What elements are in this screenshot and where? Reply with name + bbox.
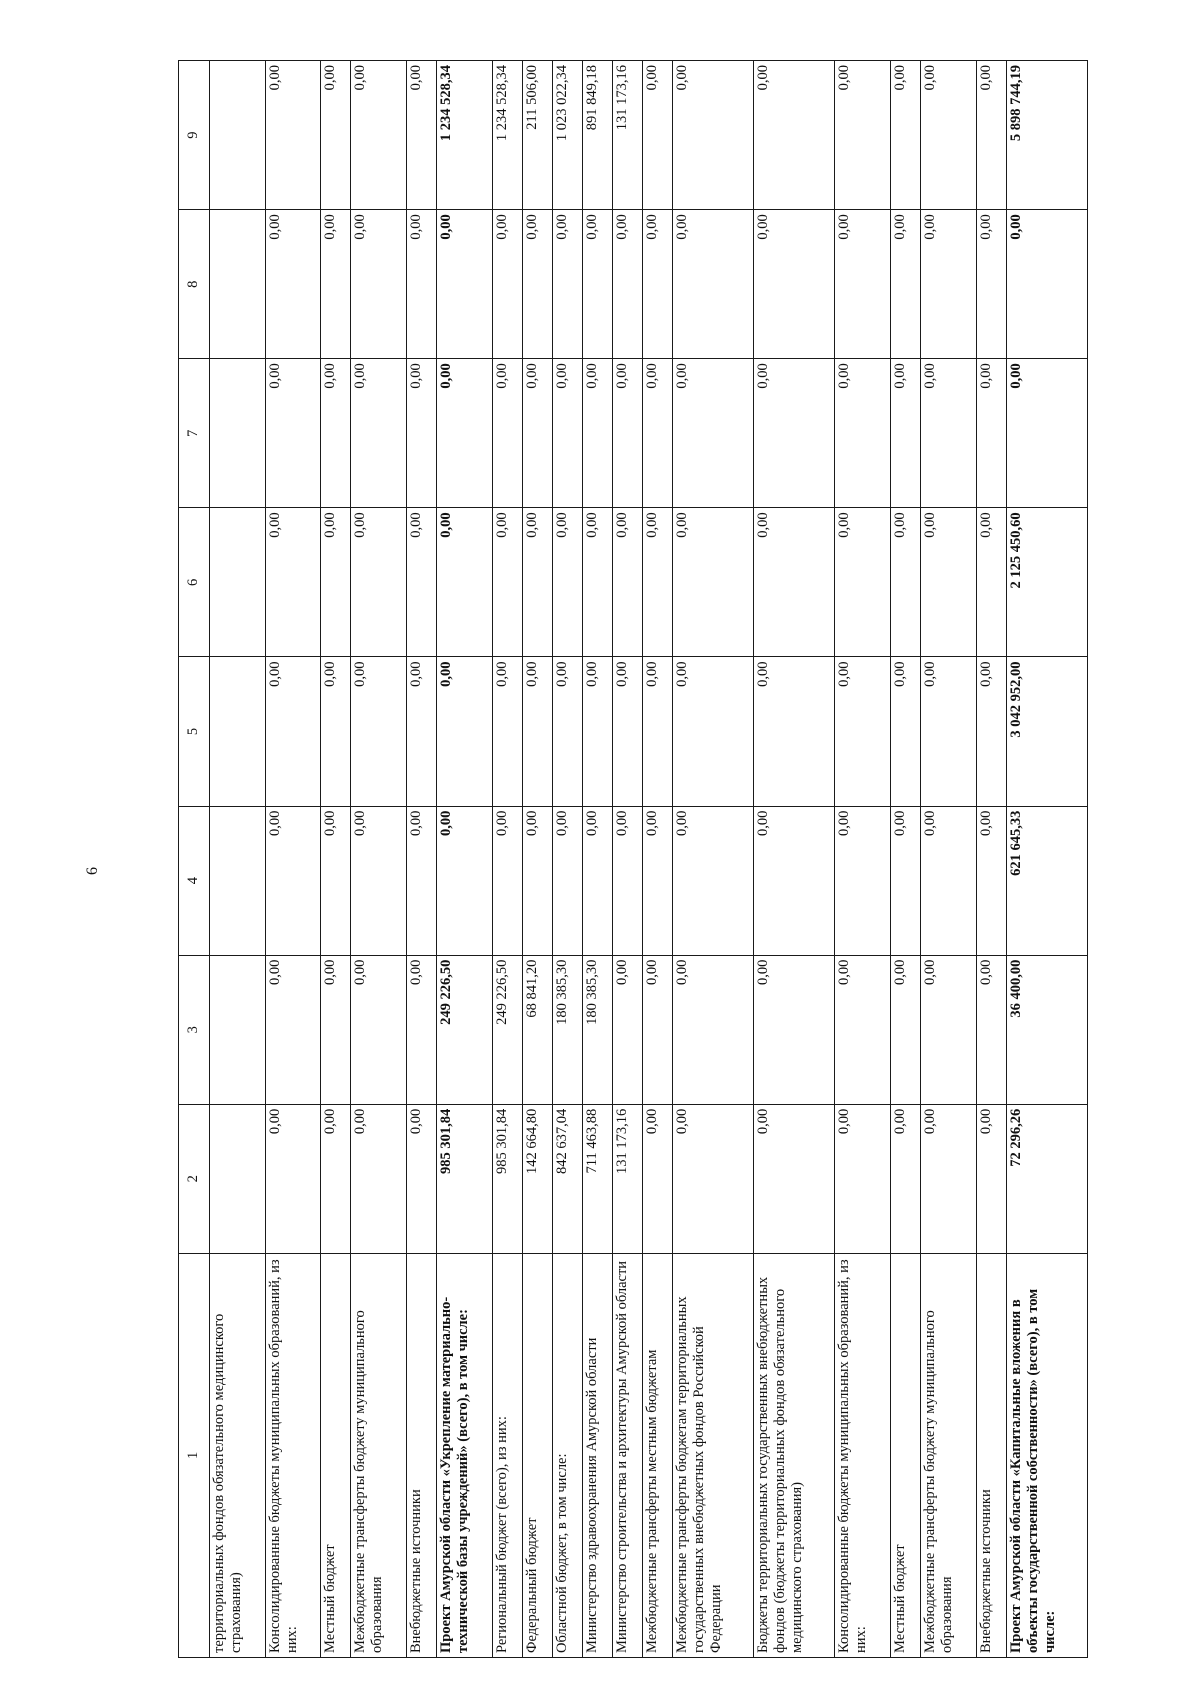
row-value: 891 849,18 bbox=[582, 61, 612, 210]
row-value: 0,00 bbox=[890, 210, 920, 359]
row-value: 0,00 bbox=[436, 508, 492, 657]
row-label: Межбюджетные трансферты бюджету муниципального образования bbox=[351, 1253, 407, 1657]
table-row bbox=[642, 61, 672, 1658]
column-header: 3 bbox=[179, 955, 210, 1104]
row-value: 0,00 bbox=[976, 210, 1006, 359]
table-row bbox=[672, 61, 753, 1658]
row-value: 0,00 bbox=[265, 657, 321, 806]
row-value: 0,00 bbox=[835, 955, 891, 1104]
row-label: Региональный бюджет (всего), из них: bbox=[492, 1253, 522, 1657]
row-value: 0,00 bbox=[890, 806, 920, 955]
row-value: 0,00 bbox=[976, 806, 1006, 955]
row-value: 0,00 bbox=[406, 1104, 436, 1253]
row-value: 0,00 bbox=[612, 657, 642, 806]
row-value: 0,00 bbox=[754, 657, 835, 806]
row-value: 0,00 bbox=[406, 955, 436, 1104]
row-value: 0,00 bbox=[265, 61, 321, 210]
row-label: территориальных фондов обязательного медицинского страхования) bbox=[210, 1253, 266, 1657]
table-row bbox=[210, 61, 266, 1658]
row-value: 0,00 bbox=[890, 955, 920, 1104]
row-label: Министерство строительства и архитектуры Амурской области bbox=[612, 1253, 642, 1657]
row-value: 0,00 bbox=[920, 806, 976, 955]
row-label: Межбюджетные трансферты бюджетам территориальных государственных внебюджетных фондов Российской Федерации bbox=[672, 1253, 753, 1657]
row-value: 0,00 bbox=[406, 657, 436, 806]
row-value: 621 645,33 bbox=[1006, 806, 1087, 955]
row-value: 249 226,50 bbox=[492, 955, 522, 1104]
row-label: Бюджеты территориальных государственных внебюджетных фондов (бюджеты территориальных фондов обязательного медицинского страхования) bbox=[754, 1253, 835, 1657]
row-value: 0,00 bbox=[321, 657, 351, 806]
row-label: Проект Амурской области «Укрепление материально-технической базы учреждений» (всего), в том числе: bbox=[436, 1253, 492, 1657]
row-value: 0,00 bbox=[552, 210, 582, 359]
row-value: 0,00 bbox=[835, 359, 891, 508]
table-row bbox=[265, 61, 321, 1658]
row-value: 0,00 bbox=[552, 806, 582, 955]
row-value: 0,00 bbox=[522, 508, 552, 657]
row-value: 2 125 450,60 bbox=[1006, 508, 1087, 657]
table-row bbox=[436, 61, 492, 1658]
row-value: 0,00 bbox=[612, 359, 642, 508]
row-value: 0,00 bbox=[976, 61, 1006, 210]
table-body bbox=[210, 61, 1088, 1658]
row-value: 0,00 bbox=[351, 657, 407, 806]
row-value: 0,00 bbox=[321, 359, 351, 508]
row-value: 72 296,26 bbox=[1006, 1104, 1087, 1253]
row-value bbox=[210, 359, 266, 508]
row-value: 0,00 bbox=[582, 508, 612, 657]
row-value: 0,00 bbox=[265, 210, 321, 359]
row-value: 0,00 bbox=[920, 359, 976, 508]
row-value: 0,00 bbox=[321, 806, 351, 955]
row-value: 0,00 bbox=[642, 806, 672, 955]
row-value: 5 898 744,19 bbox=[1006, 61, 1087, 210]
row-value: 0,00 bbox=[976, 955, 1006, 1104]
row-label: Консолидированные бюджеты муниципальных образований, из них: bbox=[265, 1253, 321, 1657]
row-value: 711 463,88 bbox=[582, 1104, 612, 1253]
row-value: 0,00 bbox=[492, 210, 522, 359]
row-value: 0,00 bbox=[754, 61, 835, 210]
row-label: Межбюджетные трансферты бюджету муниципального образования bbox=[920, 1253, 976, 1657]
row-value: 142 664,80 bbox=[522, 1104, 552, 1253]
table-row bbox=[976, 61, 1006, 1658]
row-value: 0,00 bbox=[920, 955, 976, 1104]
table-row bbox=[754, 61, 835, 1658]
row-value: 0,00 bbox=[436, 210, 492, 359]
row-value: 0,00 bbox=[582, 359, 612, 508]
row-value: 842 637,04 bbox=[552, 1104, 582, 1253]
row-value: 985 301,84 bbox=[436, 1104, 492, 1253]
row-value: 0,00 bbox=[1006, 359, 1087, 508]
row-value: 0,00 bbox=[835, 806, 891, 955]
row-label: Проект Амурской области «Капитальные вложения в объекты государственной собственности» (всего), в том числе: bbox=[1006, 1253, 1087, 1657]
row-value: 180 385,30 bbox=[582, 955, 612, 1104]
row-value: 0,00 bbox=[976, 359, 1006, 508]
row-value: 0,00 bbox=[672, 359, 753, 508]
row-value bbox=[210, 508, 266, 657]
row-value: 0,00 bbox=[754, 806, 835, 955]
row-value: 0,00 bbox=[351, 806, 407, 955]
row-value: 0,00 bbox=[321, 955, 351, 1104]
table-row bbox=[406, 61, 436, 1658]
row-value bbox=[210, 210, 266, 359]
row-value: 0,00 bbox=[890, 657, 920, 806]
row-value: 0,00 bbox=[754, 210, 835, 359]
column-header: 7 bbox=[179, 359, 210, 508]
row-value: 0,00 bbox=[406, 508, 436, 657]
row-value: 0,00 bbox=[351, 359, 407, 508]
table-row bbox=[522, 61, 552, 1658]
table-row bbox=[920, 61, 976, 1658]
row-value: 0,00 bbox=[406, 61, 436, 210]
row-value: 0,00 bbox=[552, 359, 582, 508]
row-value: 0,00 bbox=[1006, 210, 1087, 359]
row-value: 0,00 bbox=[672, 508, 753, 657]
row-value: 1 234 528,34 bbox=[492, 61, 522, 210]
row-value: 0,00 bbox=[672, 955, 753, 1104]
rotated-table-container bbox=[178, 60, 1088, 1658]
row-value: 0,00 bbox=[612, 210, 642, 359]
row-label: Внебюджетные источники bbox=[976, 1253, 1006, 1657]
row-value: 0,00 bbox=[321, 508, 351, 657]
row-value: 0,00 bbox=[672, 657, 753, 806]
row-value: 0,00 bbox=[436, 806, 492, 955]
row-value: 0,00 bbox=[436, 657, 492, 806]
row-value bbox=[210, 955, 266, 1104]
row-value: 0,00 bbox=[612, 806, 642, 955]
row-value: 0,00 bbox=[976, 1104, 1006, 1253]
row-value: 0,00 bbox=[835, 1104, 891, 1253]
row-value: 0,00 bbox=[351, 210, 407, 359]
row-value: 0,00 bbox=[642, 359, 672, 508]
table-row bbox=[835, 61, 891, 1658]
row-value: 0,00 bbox=[835, 508, 891, 657]
row-value: 0,00 bbox=[835, 61, 891, 210]
row-label: Местный бюджет bbox=[321, 1253, 351, 1657]
row-value: 0,00 bbox=[406, 210, 436, 359]
row-value: 180 385,30 bbox=[552, 955, 582, 1104]
row-value: 131 173,16 bbox=[612, 1104, 642, 1253]
row-value: 0,00 bbox=[351, 508, 407, 657]
row-value: 0,00 bbox=[321, 210, 351, 359]
row-value: 0,00 bbox=[522, 806, 552, 955]
row-value: 0,00 bbox=[265, 955, 321, 1104]
table-row bbox=[321, 61, 351, 1658]
row-value: 0,00 bbox=[672, 806, 753, 955]
row-value: 0,00 bbox=[265, 359, 321, 508]
row-value: 0,00 bbox=[642, 1104, 672, 1253]
row-value: 0,00 bbox=[351, 1104, 407, 1253]
row-value: 0,00 bbox=[582, 806, 612, 955]
row-value: 0,00 bbox=[642, 61, 672, 210]
row-value bbox=[210, 657, 266, 806]
column-header: 6 bbox=[179, 508, 210, 657]
row-value bbox=[210, 806, 266, 955]
column-header: 5 bbox=[179, 657, 210, 806]
row-value: 0,00 bbox=[920, 1104, 976, 1253]
row-value: 0,00 bbox=[890, 61, 920, 210]
row-label: Местный бюджет bbox=[890, 1253, 920, 1657]
row-value: 36 400,00 bbox=[1006, 955, 1087, 1104]
row-value bbox=[210, 1104, 266, 1253]
row-value: 0,00 bbox=[672, 210, 753, 359]
table-row bbox=[351, 61, 407, 1658]
row-label: Межбюджетные трансферты местным бюджетам bbox=[642, 1253, 672, 1657]
row-value: 0,00 bbox=[351, 955, 407, 1104]
row-value: 0,00 bbox=[754, 1104, 835, 1253]
row-value: 0,00 bbox=[406, 806, 436, 955]
row-value: 0,00 bbox=[492, 657, 522, 806]
row-value: 0,00 bbox=[920, 210, 976, 359]
row-value: 985 301,84 bbox=[492, 1104, 522, 1253]
column-header: 9 bbox=[179, 61, 210, 210]
row-value: 0,00 bbox=[835, 657, 891, 806]
column-header: 4 bbox=[179, 806, 210, 955]
row-value: 0,00 bbox=[522, 657, 552, 806]
row-value: 0,00 bbox=[552, 657, 582, 806]
row-value: 0,00 bbox=[642, 657, 672, 806]
table-row bbox=[552, 61, 582, 1658]
row-value: 1 234 528,34 bbox=[436, 61, 492, 210]
row-value: 0,00 bbox=[754, 508, 835, 657]
table-row bbox=[582, 61, 612, 1658]
table-row bbox=[612, 61, 642, 1658]
table-row bbox=[1006, 61, 1087, 1658]
row-label: Министерство здравоохранения Амурской области bbox=[582, 1253, 612, 1657]
row-value: 211 506,00 bbox=[522, 61, 552, 210]
row-value: 0,00 bbox=[672, 61, 753, 210]
row-value: 0,00 bbox=[321, 61, 351, 210]
row-value: 0,00 bbox=[976, 657, 1006, 806]
row-value: 0,00 bbox=[890, 1104, 920, 1253]
row-value: 0,00 bbox=[835, 210, 891, 359]
column-header: 1 bbox=[179, 1253, 210, 1657]
row-value: 0,00 bbox=[265, 1104, 321, 1253]
row-value: 0,00 bbox=[321, 1104, 351, 1253]
row-label: Внебюджетные источники bbox=[406, 1253, 436, 1657]
row-value: 0,00 bbox=[436, 359, 492, 508]
row-value: 0,00 bbox=[920, 657, 976, 806]
row-value: 0,00 bbox=[612, 508, 642, 657]
row-value: 0,00 bbox=[976, 508, 1006, 657]
row-value: 0,00 bbox=[890, 359, 920, 508]
row-value: 0,00 bbox=[582, 657, 612, 806]
row-value: 0,00 bbox=[492, 508, 522, 657]
row-value: 1 023 022,34 bbox=[552, 61, 582, 210]
row-value: 0,00 bbox=[642, 955, 672, 1104]
column-header: 2 bbox=[179, 1104, 210, 1253]
row-value: 0,00 bbox=[642, 210, 672, 359]
row-value: 0,00 bbox=[265, 508, 321, 657]
row-value: 0,00 bbox=[920, 508, 976, 657]
row-value: 0,00 bbox=[492, 806, 522, 955]
row-value: 0,00 bbox=[920, 61, 976, 210]
row-label: Федеральный бюджет bbox=[522, 1253, 552, 1657]
row-value: 68 841,20 bbox=[522, 955, 552, 1104]
row-value: 0,00 bbox=[754, 359, 835, 508]
row-value: 0,00 bbox=[522, 210, 552, 359]
row-value: 0,00 bbox=[582, 210, 612, 359]
row-value: 0,00 bbox=[351, 61, 407, 210]
row-value: 0,00 bbox=[492, 359, 522, 508]
page-number: 6 bbox=[84, 867, 101, 875]
row-value: 0,00 bbox=[406, 359, 436, 508]
row-value: 0,00 bbox=[265, 806, 321, 955]
row-label: Областной бюджет, в том числе: bbox=[552, 1253, 582, 1657]
table-row bbox=[492, 61, 522, 1658]
row-value: 3 042 952,00 bbox=[1006, 657, 1087, 806]
row-value: 249 226,50 bbox=[436, 955, 492, 1104]
row-value: 0,00 bbox=[642, 508, 672, 657]
row-value: 0,00 bbox=[890, 508, 920, 657]
row-value: 131 173,16 bbox=[612, 61, 642, 210]
budget-table bbox=[178, 60, 1088, 1658]
row-value: 0,00 bbox=[754, 955, 835, 1104]
table-row bbox=[890, 61, 920, 1658]
table-header-row bbox=[179, 61, 210, 1658]
row-value: 0,00 bbox=[552, 508, 582, 657]
row-value bbox=[210, 61, 266, 210]
row-value: 0,00 bbox=[522, 359, 552, 508]
column-header: 8 bbox=[179, 210, 210, 359]
row-value: 0,00 bbox=[612, 955, 642, 1104]
row-value: 0,00 bbox=[672, 1104, 753, 1253]
row-label: Консолидированные бюджеты муниципальных образований, из них: bbox=[835, 1253, 891, 1657]
